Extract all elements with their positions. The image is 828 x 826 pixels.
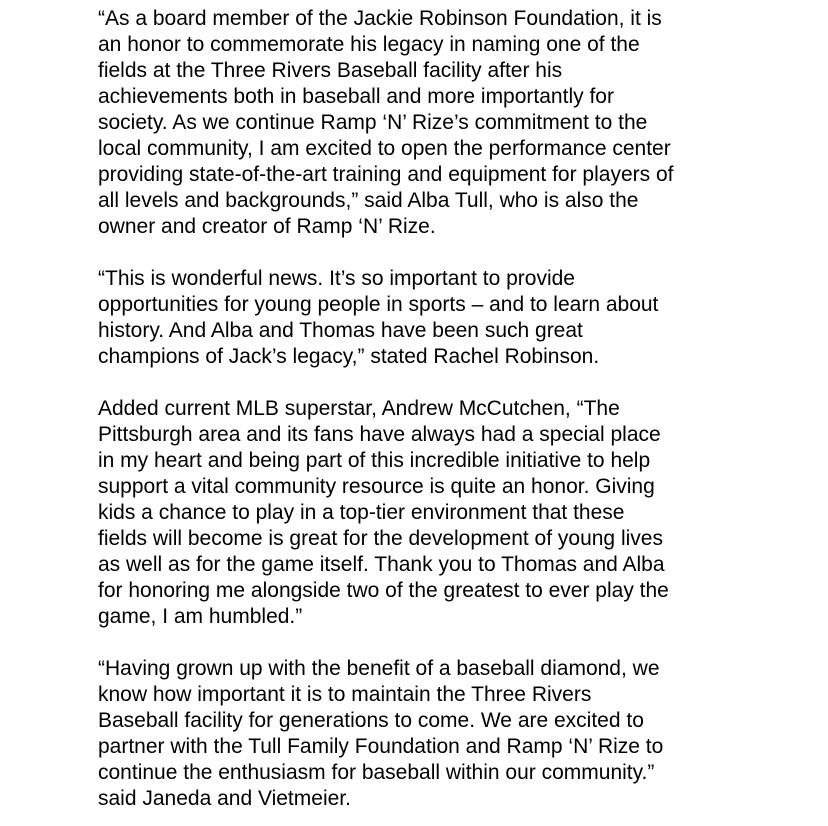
text-line: champions of Jack’s legacy,” stated Rachel Robinson. — [98, 345, 600, 368]
text-line: achievements both in baseball and more importantly for — [98, 85, 614, 108]
text-line: fields will become is great for the development of young lives — [98, 527, 663, 550]
text-line: “Having grown up with the benefit of a baseball diamond, we — [98, 657, 660, 680]
text-line: Pittsburgh area and its fans have always had a special place — [98, 423, 661, 446]
paragraph-robinson-quote — [98, 266, 818, 370]
paragraph-mccutchen-quote — [98, 396, 818, 630]
text-line: Baseball facility for generations to come. We are excited to — [98, 709, 644, 732]
text-line: as well as for the game itself. Thank you to Thomas and Alba — [98, 553, 665, 576]
text-line: an honor to commemorate his legacy in naming one of the — [98, 33, 640, 56]
text-line: “As a board member of the Jackie Robinson Foundation, it is — [98, 7, 662, 30]
text-line: “This is wonderful news. It’s so important to provide — [98, 267, 575, 290]
text-line: partner with the Tull Family Foundation and Ramp ‘N’ Rize to — [98, 735, 664, 758]
text-line: said Janeda and Vietmeier. — [98, 787, 351, 810]
text-line: kids a chance to play in a top-tier environment that these — [98, 501, 625, 524]
text-line: owner and creator of Ramp ‘N’ Rize. — [98, 215, 436, 238]
document-body — [98, 6, 818, 812]
text-line: local community, I am excited to open the performance center — [98, 137, 671, 160]
text-line: society. As we continue Ramp ‘N’ Rize’s commitment to the — [98, 111, 648, 134]
text-line: opportunities for young people in sports – and to learn about — [98, 293, 659, 316]
text-line: support a vital community resource is quite an honor. Giving — [98, 475, 655, 498]
text-line: know how important it is to maintain the Three Rivers — [98, 683, 592, 706]
text-line: all levels and backgrounds,” said Alba Tull, who is also the — [98, 189, 639, 212]
text-line: continue the enthusiasm for baseball within our community.” — [98, 761, 655, 784]
paragraph-janeda-vietmeier-quote — [98, 656, 818, 812]
text-line: for honoring me alongside two of the greatest to ever play the — [98, 579, 669, 602]
text-line: history. And Alba and Thomas have been such great — [98, 319, 583, 342]
text-line: fields at the Three Rivers Baseball facility after his — [98, 59, 563, 82]
text-line: game, I am humbled.” — [98, 605, 303, 628]
paragraph-tull-quote — [98, 6, 818, 240]
text-line: Added current MLB superstar, Andrew McCutchen, “The — [98, 397, 620, 420]
text-line: in my heart and being part of this incredible initiative to help — [98, 449, 651, 472]
text-line: providing state-of-the-art training and equipment for players of — [98, 163, 674, 186]
